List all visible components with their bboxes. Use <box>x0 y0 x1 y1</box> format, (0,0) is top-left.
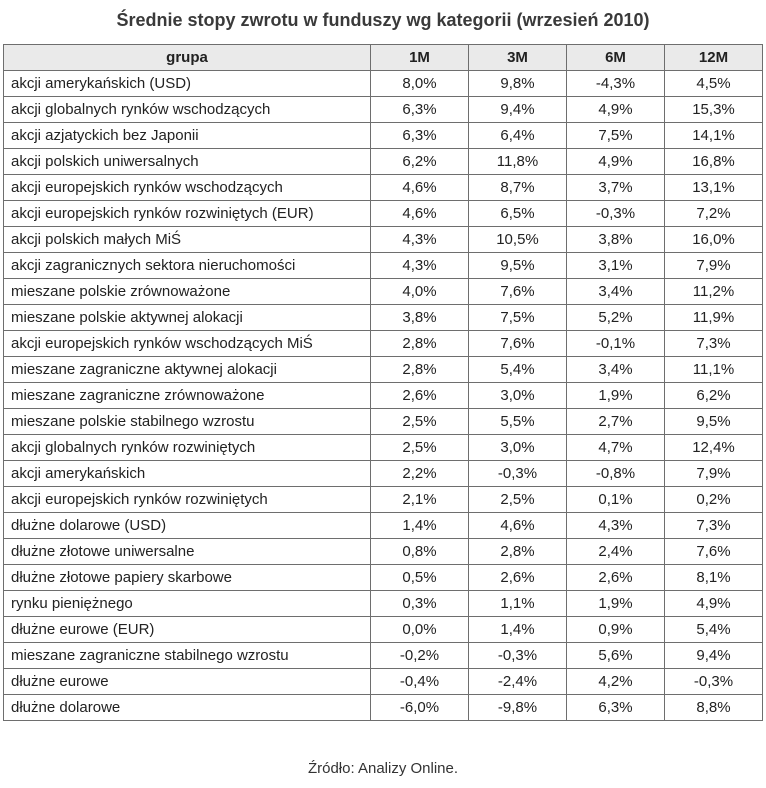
header-cell-grupa: grupa <box>4 45 371 71</box>
value-cell-3m: 5,5% <box>469 409 567 435</box>
table-row <box>4 279 763 305</box>
value-cell-12m: -0,3% <box>665 669 763 695</box>
name-cell: akcji azjatyckich bez Japonii <box>4 123 371 149</box>
value-cell-12m: 5,4% <box>665 617 763 643</box>
value-cell-6m: 4,9% <box>567 97 665 123</box>
value-cell-1m: 2,8% <box>371 331 469 357</box>
header-cell-1m: 1M <box>371 45 469 71</box>
value-cell-12m: 13,1% <box>665 175 763 201</box>
value-cell-12m: 11,1% <box>665 357 763 383</box>
table-row <box>4 487 763 513</box>
value-cell-1m: -0,2% <box>371 643 469 669</box>
name-cell: akcji europejskich rynków rozwiniętych <box>4 487 371 513</box>
value-cell-3m: 9,4% <box>469 97 567 123</box>
value-cell-6m: -4,3% <box>567 71 665 97</box>
table-row <box>4 253 763 279</box>
value-cell-6m: 4,7% <box>567 435 665 461</box>
value-cell-6m: 4,3% <box>567 513 665 539</box>
value-cell-1m: 8,0% <box>371 71 469 97</box>
value-cell-6m: -0,3% <box>567 201 665 227</box>
name-cell: akcji zagranicznych sektora nieruchomości <box>4 253 371 279</box>
value-cell-6m: 3,8% <box>567 227 665 253</box>
value-cell-12m: 11,9% <box>665 305 763 331</box>
name-cell: mieszane zagraniczne zrównoważone <box>4 383 371 409</box>
value-cell-12m: 4,9% <box>665 591 763 617</box>
value-cell-12m: 7,3% <box>665 331 763 357</box>
value-cell-6m: 5,6% <box>567 643 665 669</box>
value-cell-6m: 0,1% <box>567 487 665 513</box>
value-cell-1m: 2,2% <box>371 461 469 487</box>
value-cell-1m: 4,3% <box>371 227 469 253</box>
source-note: Źródło: Analizy Online. <box>307 760 459 777</box>
value-cell-1m: 4,6% <box>371 175 469 201</box>
table-row <box>4 565 763 591</box>
value-cell-3m: 3,0% <box>469 383 567 409</box>
table-row <box>4 175 763 201</box>
table-row <box>4 513 763 539</box>
value-cell-12m: 8,1% <box>665 565 763 591</box>
name-cell: dłużne eurowe <box>4 669 371 695</box>
value-cell-3m: 6,5% <box>469 201 567 227</box>
table-body <box>4 71 763 721</box>
value-cell-12m: 4,5% <box>665 71 763 97</box>
name-cell: akcji polskich uniwersalnych <box>4 149 371 175</box>
value-cell-1m: 3,8% <box>371 305 469 331</box>
value-cell-3m: -0,3% <box>469 461 567 487</box>
name-cell: mieszane polskie zrównoważone <box>4 279 371 305</box>
value-cell-6m: 2,7% <box>567 409 665 435</box>
value-cell-6m: 0,9% <box>567 617 665 643</box>
value-cell-3m: 7,6% <box>469 331 567 357</box>
value-cell-3m: 2,6% <box>469 565 567 591</box>
table-row <box>4 331 763 357</box>
returns-table <box>3 44 763 721</box>
header-cell-6m: 6M <box>567 45 665 71</box>
value-cell-12m: 16,8% <box>665 149 763 175</box>
value-cell-6m: -0,8% <box>567 461 665 487</box>
value-cell-3m: 2,5% <box>469 487 567 513</box>
name-cell: akcji europejskich rynków wschodzących MiŚ <box>4 331 371 357</box>
value-cell-3m: 2,8% <box>469 539 567 565</box>
value-cell-6m: 4,9% <box>567 149 665 175</box>
value-cell-3m: -2,4% <box>469 669 567 695</box>
name-cell: akcji europejskich rynków rozwiniętych (EUR) <box>4 201 371 227</box>
value-cell-3m: 1,4% <box>469 617 567 643</box>
value-cell-6m: 4,2% <box>567 669 665 695</box>
table-title: Średnie stopy zwrotu w funduszy wg kategorii (wrzesień 2010) <box>116 10 650 30</box>
value-cell-1m: -6,0% <box>371 695 469 721</box>
table-row <box>4 643 763 669</box>
value-cell-1m: 2,8% <box>371 357 469 383</box>
value-cell-6m: -0,1% <box>567 331 665 357</box>
value-cell-12m: 8,8% <box>665 695 763 721</box>
header-row <box>4 45 763 71</box>
name-cell: dłużne złotowe uniwersalne <box>4 539 371 565</box>
value-cell-12m: 0,2% <box>665 487 763 513</box>
value-cell-6m: 1,9% <box>567 591 665 617</box>
value-cell-1m: 2,1% <box>371 487 469 513</box>
value-cell-6m: 2,6% <box>567 565 665 591</box>
name-cell: mieszane polskie stabilnego wzrostu <box>4 409 371 435</box>
value-cell-3m: 1,1% <box>469 591 567 617</box>
table-row <box>4 227 763 253</box>
header-cell-3m: 3M <box>469 45 567 71</box>
table-row <box>4 383 763 409</box>
value-cell-3m: 7,5% <box>469 305 567 331</box>
name-cell: mieszane zagraniczne stabilnego wzrostu <box>4 643 371 669</box>
value-cell-6m: 3,1% <box>567 253 665 279</box>
table-row <box>4 357 763 383</box>
value-cell-3m: 4,6% <box>469 513 567 539</box>
value-cell-12m: 12,4% <box>665 435 763 461</box>
value-cell-3m: 9,8% <box>469 71 567 97</box>
name-cell: dłużne eurowe (EUR) <box>4 617 371 643</box>
value-cell-3m: 11,8% <box>469 149 567 175</box>
value-cell-3m: 3,0% <box>469 435 567 461</box>
value-cell-12m: 11,2% <box>665 279 763 305</box>
table-row <box>4 461 763 487</box>
value-cell-1m: 0,0% <box>371 617 469 643</box>
name-cell: dłużne dolarowe <box>4 695 371 721</box>
value-cell-1m: 2,5% <box>371 435 469 461</box>
value-cell-12m: 14,1% <box>665 123 763 149</box>
header-cell-12m: 12M <box>665 45 763 71</box>
value-cell-3m: 6,4% <box>469 123 567 149</box>
table-row <box>4 149 763 175</box>
table-row <box>4 409 763 435</box>
name-cell: akcji europejskich rynków wschodzących <box>4 175 371 201</box>
value-cell-12m: 7,2% <box>665 201 763 227</box>
value-cell-3m: 10,5% <box>469 227 567 253</box>
value-cell-6m: 2,4% <box>567 539 665 565</box>
table-row <box>4 617 763 643</box>
value-cell-6m: 3,4% <box>567 357 665 383</box>
value-cell-1m: 2,6% <box>371 383 469 409</box>
value-cell-6m: 7,5% <box>567 123 665 149</box>
name-cell: dłużne złotowe papiery skarbowe <box>4 565 371 591</box>
table-row <box>4 123 763 149</box>
value-cell-6m: 5,2% <box>567 305 665 331</box>
name-cell: akcji globalnych rynków wschodzących <box>4 97 371 123</box>
value-cell-12m: 7,9% <box>665 253 763 279</box>
value-cell-12m: 15,3% <box>665 97 763 123</box>
value-cell-3m: 9,5% <box>469 253 567 279</box>
value-cell-1m: 4,6% <box>371 201 469 227</box>
value-cell-3m: 7,6% <box>469 279 567 305</box>
value-cell-1m: 6,3% <box>371 97 469 123</box>
table-row <box>4 201 763 227</box>
value-cell-1m: 0,3% <box>371 591 469 617</box>
table-row <box>4 695 763 721</box>
value-cell-12m: 7,3% <box>665 513 763 539</box>
value-cell-1m: 0,8% <box>371 539 469 565</box>
name-cell: akcji amerykańskich <box>4 461 371 487</box>
value-cell-1m: 4,0% <box>371 279 469 305</box>
value-cell-12m: 16,0% <box>665 227 763 253</box>
value-cell-3m: 5,4% <box>469 357 567 383</box>
value-cell-3m: -9,8% <box>469 695 567 721</box>
value-cell-12m: 9,4% <box>665 643 763 669</box>
name-cell: mieszane zagraniczne aktywnej alokacji <box>4 357 371 383</box>
table-row <box>4 435 763 461</box>
name-cell: mieszane polskie aktywnej alokacji <box>4 305 371 331</box>
value-cell-1m: 6,3% <box>371 123 469 149</box>
table-row <box>4 71 763 97</box>
value-cell-3m: 8,7% <box>469 175 567 201</box>
value-cell-1m: 6,2% <box>371 149 469 175</box>
value-cell-1m: 4,3% <box>371 253 469 279</box>
value-cell-6m: 1,9% <box>567 383 665 409</box>
value-cell-1m: 0,5% <box>371 565 469 591</box>
value-cell-1m: 1,4% <box>371 513 469 539</box>
name-cell: akcji polskich małych MiŚ <box>4 227 371 253</box>
name-cell: akcji globalnych rynków rozwiniętych <box>4 435 371 461</box>
value-cell-12m: 9,5% <box>665 409 763 435</box>
value-cell-6m: 3,4% <box>567 279 665 305</box>
name-cell: rynku pieniężnego <box>4 591 371 617</box>
value-cell-12m: 6,2% <box>665 383 763 409</box>
table-row <box>4 591 763 617</box>
value-cell-12m: 7,9% <box>665 461 763 487</box>
value-cell-1m: 2,5% <box>371 409 469 435</box>
table-row <box>4 305 763 331</box>
name-cell: dłużne dolarowe (USD) <box>4 513 371 539</box>
value-cell-1m: -0,4% <box>371 669 469 695</box>
table-row <box>4 97 763 123</box>
value-cell-6m: 3,7% <box>567 175 665 201</box>
table-row <box>4 539 763 565</box>
value-cell-12m: 7,6% <box>665 539 763 565</box>
table-row <box>4 669 763 695</box>
value-cell-6m: 6,3% <box>567 695 665 721</box>
name-cell: akcji amerykańskich (USD) <box>4 71 371 97</box>
value-cell-3m: -0,3% <box>469 643 567 669</box>
